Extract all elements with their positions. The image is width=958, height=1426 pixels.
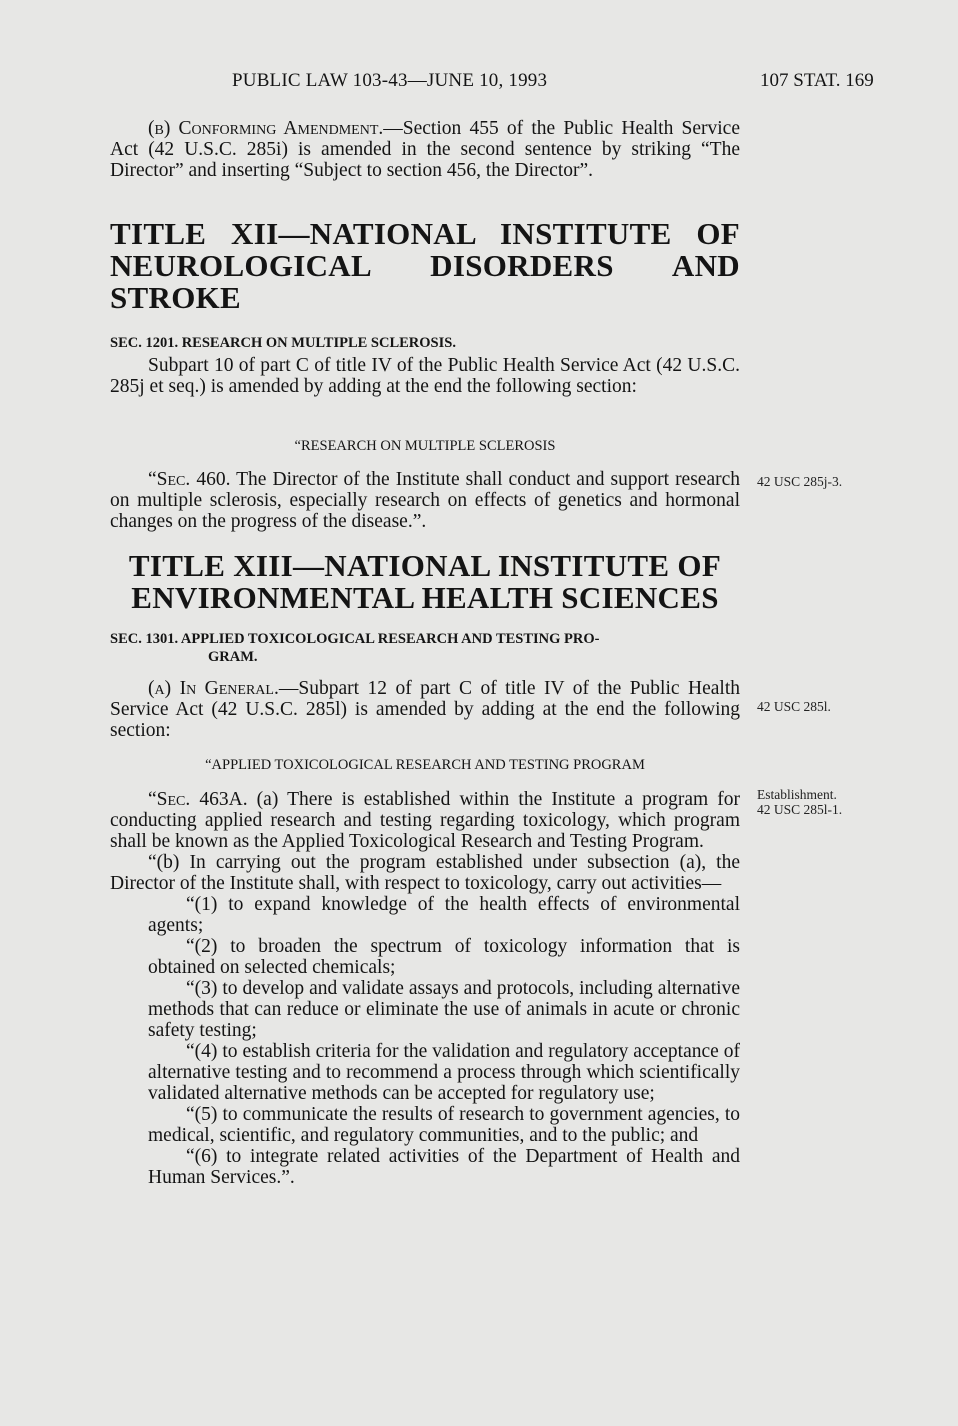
title-xiii-heading [110,550,740,614]
list-item: “(3) to develop and validate assays and protocols, including alternative methods that can reduce or eliminate the use of animals in acute or chronic safety testing; [148,978,740,1041]
sec-1301-heading-line2: GRAM. [208,649,258,665]
sec-1301-heading [110,630,740,666]
sec-1201-text: Subpart 10 of part C of title IV of the Public Health Service Act (42 U.S.C. 285j et seq.) is amended by adding at the end the following section: [110,355,740,397]
sec-460-paragraph [110,469,740,532]
sec-463a-text: (a) There is established within the Institute a program for conducting applied research and testing regarding toxicology, which program shall be known as the Applied Toxicological Research and Testing Program. [110,789,740,852]
sec-1201-intro [110,355,740,397]
sec-460-text: The Director of the Institute shall conduct and support research on multiple sclerosis, especially research on effects of genetics and hormonal changes on the progress of the disease.”. [110,469,741,532]
statute-page-number: 107 STAT. 169 [760,70,874,91]
title-xii-line2: NEUROLOGICAL DISORDERS AND [110,248,740,283]
in-general-text: —Subpart 12 of part C of title IV of the Public Health Service Act (42 U.S.C. 285l) is amended by adding at the end the following section: [110,678,741,741]
sec-1301-heading-line1: SEC. 1301. APPLIED TOXICOLOGICAL RESEARCH AND TESTING PRO- [110,631,600,647]
list-item: “(1) to expand knowledge of the health effects of environmental agents; [148,894,740,936]
title-xii-line3: STROKE [110,280,242,315]
sec-1201-heading: SEC. 1201. RESEARCH ON MULTIPLE SCLEROSIS. [110,335,456,351]
sec-463a-block [110,789,740,1188]
title-xiii-line1: TITLE XIII—NATIONAL INSTITUTE OF [128,548,722,583]
sec-463a-b-text: “(b) In carrying out the program established under subsection (a), the Director of the Institute shall, with respect to toxicology, carry out activities— [110,852,740,894]
list-item: “(5) to communicate the results of research to government agencies, to medical, scientific, and regulatory communities, and to the public; and [148,1104,740,1146]
ms-section-heading: “RESEARCH ON MULTIPLE SCLEROSIS [294,438,556,454]
margin-note-establishment [757,787,842,817]
conforming-text: —Section 455 of the Public Health Service Act (42 U.S.C. 285i) is amended in the second sentence by striking “The Director” and inserting “Subject to section 456, the Director”. [110,118,740,181]
sec-463a-label: “Sec. 463A. [148,789,248,810]
conforming-amendment-paragraph [110,118,740,181]
title-xii-heading [110,218,740,314]
applied-tox-section-heading: “APPLIED TOXICOLOGICAL RESEARCH AND TESTING PROGRAM [205,757,645,773]
page-header [0,70,958,100]
list-item: “(4) to establish criteria for the validation and regulatory acceptance of alternative testing and to recommend a process through which scientifically validated alternative methods can be accepted for regulatory use; [148,1041,740,1104]
margin-note-285l: 42 USC 285l. [757,699,831,714]
list-item: “(2) to broaden the spectrum of toxicology information that is obtained on selected chemicals; [148,936,740,978]
margin-establishment-usc: 42 USC 285l-1. [757,802,843,817]
sec-1301-a-paragraph [110,678,740,741]
conforming-label: (b) Conforming Amendment. [148,118,384,139]
sec-460-label: “Sec. 460. [148,469,231,490]
title-xii-line1: TITLE XII—NATIONAL INSTITUTE OF [110,216,740,251]
margin-establishment-label: Establishment. [757,787,837,802]
list-item: “(6) to integrate related activities of the Department of Health and Human Services.”. [148,1146,740,1188]
running-head: PUBLIC LAW 103-43—JUNE 10, 1993 [232,70,548,91]
title-xiii-line2: ENVIRONMENTAL HEALTH SCIENCES [131,580,719,615]
margin-note-285j-3: 42 USC 285j-3. [757,474,843,489]
in-general-label: (a) In General. [148,678,279,699]
